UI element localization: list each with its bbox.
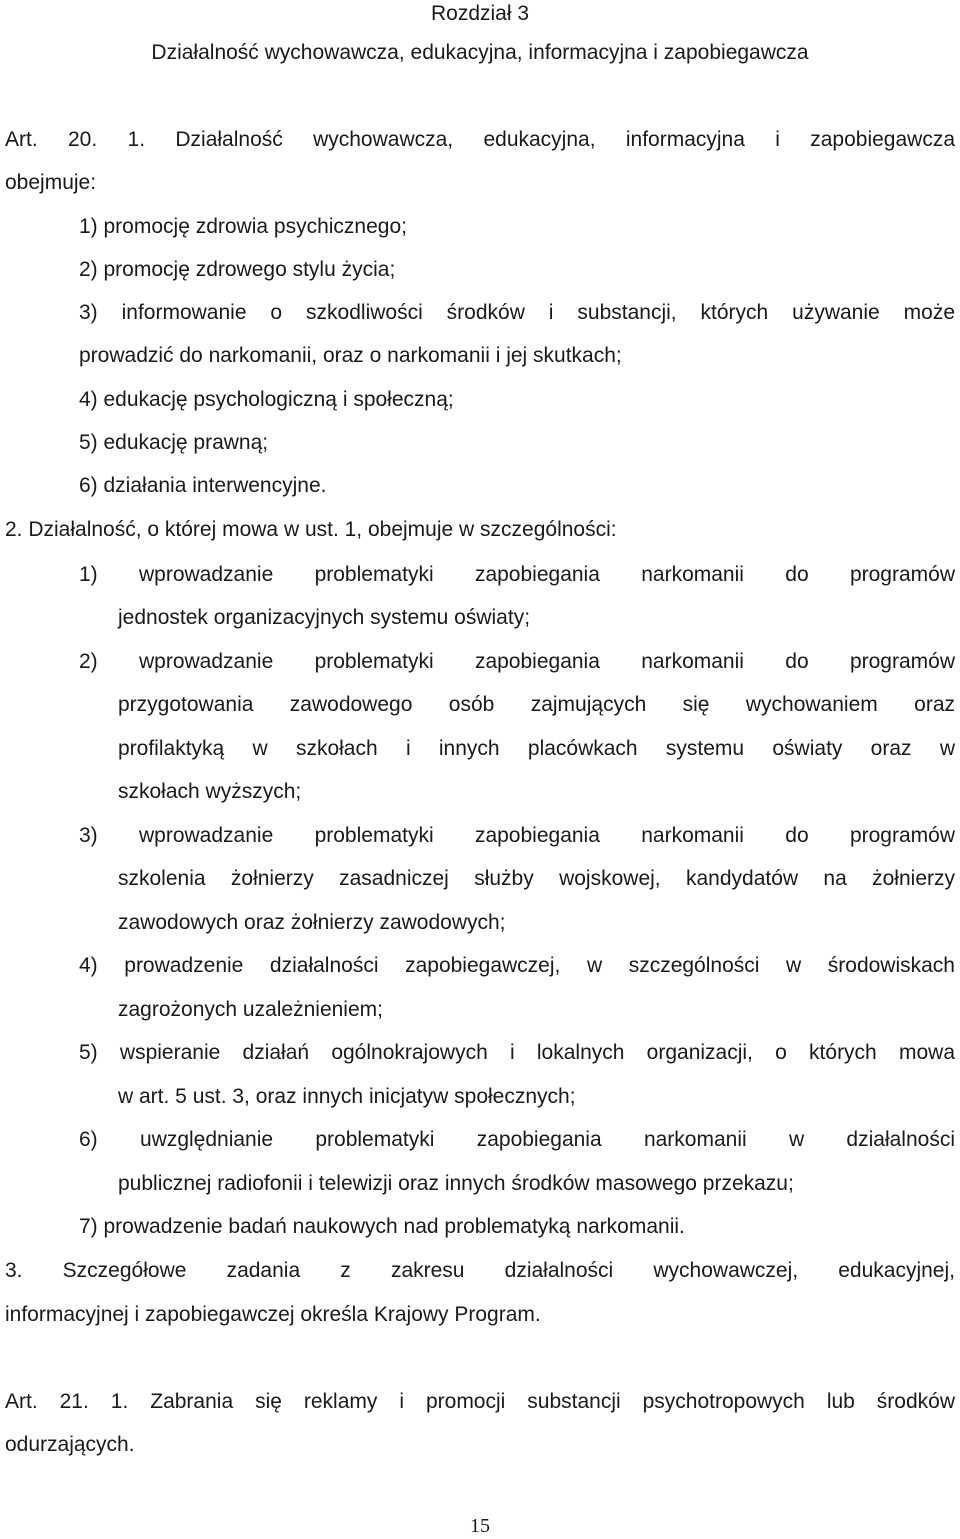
list-item: 1) promocję zdrowia psychicznego; [79,215,407,238]
list-item: 3) informowanie o szkodliwości środków i substancji, których używanie może [79,301,955,324]
list-item: 2) promocję zdrowego stylu życia; [79,258,396,281]
list-item: 6) działania interwencyjne. [79,474,327,497]
art20-paragraph2-intro: 2. Działalność, o której mowa w ust. 1, obejmuje w szczególności: [5,518,617,541]
art21-line1: Art. 21. 1. Zabrania się reklamy i promocji substancji psychotropowych lub środków [5,1390,955,1413]
list-item: 1) wprowadzanie problematyki zapobiegania narkomanii do programów [79,563,955,586]
list-item: szkolenia żołnierzy zasadniczej służby wojskowej, kandydatów na żołnierzy [118,867,955,890]
art20-paragraph3-line2: informacyjnej i zapobiegawczej określa Krajowy Program. [5,1303,541,1326]
art20-paragraph1-line1: Art. 20. 1. Działalność wychowawcza, edukacyjna, informacyjna i zapobiegawcza [5,128,955,151]
list-item: zawodowych oraz żołnierzy zawodowych; [118,911,506,934]
list-item: 4) prowadzenie działalności zapobiegawczej, w szczególności w środowiskach [79,954,955,977]
list-item: 3) wprowadzanie problematyki zapobiegania narkomanii do programów [79,824,955,847]
chapter-title: Działalność wychowawcza, edukacyjna, informacyjna i zapobiegawcza [151,41,809,64]
list-item: 5) edukację prawną; [79,431,269,454]
art20-paragraph1-line2: obejmuje: [5,171,97,194]
list-item: zagrożonych uzależnieniem; [118,998,383,1021]
list-item: publicznej radiofonii i telewizji oraz innych środków masowego przekazu; [118,1172,794,1195]
list-item: w art. 5 ust. 3, oraz innych inicjatyw społecznych; [118,1085,576,1108]
list-item: 7) prowadzenie badań naukowych nad problematyką narkomanii. [79,1215,685,1238]
art21-line2: odurzających. [5,1433,135,1456]
list-item: jednostek organizacyjnych systemu oświaty; [118,606,531,629]
list-item: prowadzić do narkomanii, oraz o narkomanii i jej skutkach; [79,344,622,367]
list-item: szkołach wyższych; [118,780,302,803]
art20-paragraph3-line1: 3. Szczegółowe zadania z zakresu działalności wychowawczej, edukacyjnej, [5,1259,955,1282]
list-item: 6) uwzględnianie problematyki zapobiegania narkomanii w działalności [79,1128,955,1151]
list-item: 5) wspieranie działań ogólnokrajowych i lokalnych organizacji, o których mowa [79,1041,955,1064]
list-item: profilaktyką w szkołach i innych placówkach systemu oświaty oraz w [118,737,955,760]
list-item: 2) wprowadzanie problematyki zapobiegania narkomanii do programów [79,650,955,673]
page-number: 15 [470,1515,490,1537]
list-item: przygotowania zawodowego osób zajmujących się wychowaniem oraz [118,693,955,716]
list-item: 4) edukację psychologiczną i społeczną; [79,388,454,411]
chapter-number: Rozdział 3 [430,2,530,25]
